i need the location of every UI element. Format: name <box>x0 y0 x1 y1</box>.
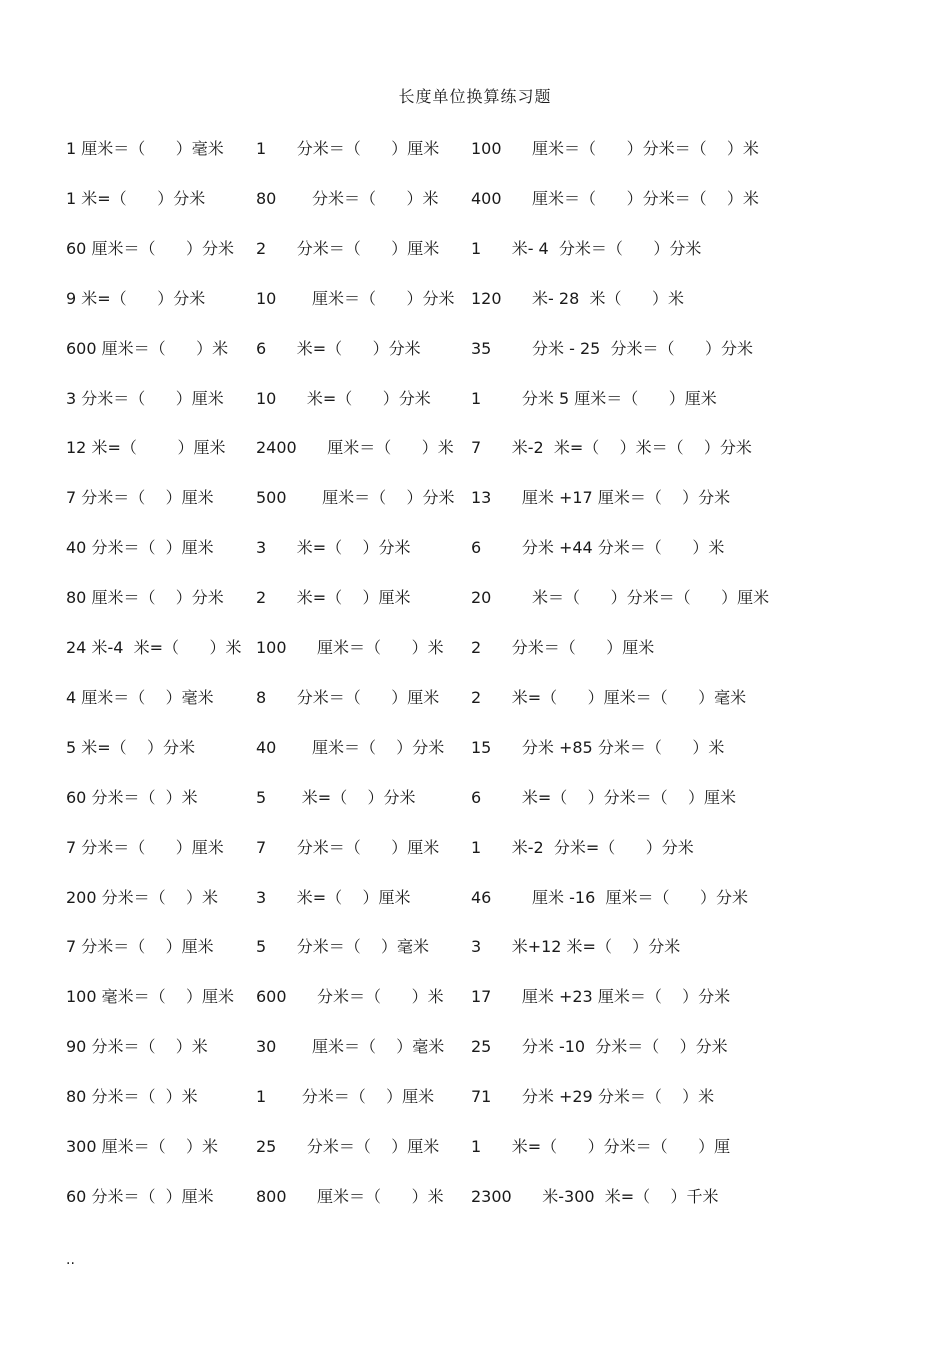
exercise-item: 120 米- 28 米（ ）米 <box>471 289 684 308</box>
exercise-item: 8 分米＝（ ）厘米 <box>256 688 440 707</box>
exercise-item: 60 厘米＝（ ）分米 <box>66 239 234 258</box>
exercise-row <box>0 885 950 909</box>
exercise-row <box>0 286 950 310</box>
exercise-item: 1 米=（ ）分米 <box>66 189 206 208</box>
exercise-item: 10 米=（ ）分米 <box>256 389 431 408</box>
exercise-item: 80 分米＝（ ）米 <box>66 1087 198 1106</box>
exercise-row <box>0 136 950 160</box>
exercise-item: 13 厘米 +17 厘米＝（ ）分米 <box>471 488 731 507</box>
exercise-item: 3 米+12 米=（ ）分米 <box>471 937 681 956</box>
exercise-item: 100 厘米＝（ ）分米＝（ ）米 <box>471 139 759 158</box>
exercise-item: 1 米- 4 分米＝（ ）分米 <box>471 239 702 258</box>
exercise-item: 71 分米 +29 分米＝（ ）米 <box>471 1087 715 1106</box>
exercise-row <box>0 435 950 459</box>
exercise-item: 46 厘米 -16 厘米＝（ ）分米 <box>471 888 748 907</box>
exercise-item: 25 分米＝（ ）厘米 <box>256 1137 440 1156</box>
exercise-item: 500 厘米＝（ ）分米 <box>256 488 455 507</box>
exercise-item: 3 米=（ ）厘米 <box>256 888 411 907</box>
exercise-item: 3 分米＝（ ）厘米 <box>66 389 224 408</box>
exercise-row <box>0 236 950 260</box>
exercise-item: 60 分米＝（ ）米 <box>66 788 198 807</box>
exercise-item: 7 分米＝（ ）厘米 <box>66 937 214 956</box>
exercise-item: 17 厘米 +23 厘米＝（ ）分米 <box>471 987 731 1006</box>
exercise-item: 80 厘米＝（ ）分米 <box>66 588 224 607</box>
exercise-item: 100 厘米＝（ ）米 <box>256 638 444 657</box>
exercise-row <box>0 1084 950 1108</box>
exercise-item: 600 分米＝（ ）米 <box>256 987 444 1006</box>
exercise-item: 1 米=（ ）分米＝（ ）厘 <box>471 1137 731 1156</box>
exercise-item: 1 分米＝（ ）厘米 <box>256 139 440 158</box>
exercise-item: 7 分米＝（ ）厘米 <box>66 488 214 507</box>
exercise-item: 400 厘米＝（ ）分米＝（ ）米 <box>471 189 759 208</box>
exercise-item: 30 厘米＝（ ）毫米 <box>256 1037 445 1056</box>
exercise-item: 35 分米 - 25 分米＝（ ）分米 <box>471 339 754 358</box>
exercise-row <box>0 386 950 410</box>
exercise-row <box>0 685 950 709</box>
exercise-row <box>0 535 950 559</box>
exercise-item: 40 厘米＝（ ）分米 <box>256 738 445 757</box>
exercise-item: 9 米=（ ）分米 <box>66 289 206 308</box>
exercise-row <box>0 934 950 958</box>
exercise-row <box>0 835 950 859</box>
exercise-item: 1 厘米＝（ ）毫米 <box>66 139 224 158</box>
exercise-item: 4 厘米＝（ ）毫米 <box>66 688 214 707</box>
exercise-item: 2 米=（ ）厘米＝（ ）毫米 <box>471 688 747 707</box>
exercise-item: 200 分米＝（ ）米 <box>66 888 218 907</box>
page-title: 长度单位换算练习题 <box>398 87 552 106</box>
exercise-row <box>0 585 950 609</box>
exercise-row <box>0 984 950 1008</box>
exercise-item: 7 分米＝（ ）厘米 <box>66 838 224 857</box>
exercise-item: 12 米=（ ）厘米 <box>66 438 226 457</box>
exercise-item: 7 分米＝（ ）厘米 <box>256 838 440 857</box>
exercise-row <box>0 1184 950 1208</box>
exercise-row <box>0 485 950 509</box>
footer-mark: .. <box>66 1252 75 1268</box>
exercise-item: 1 分米＝（ ）厘米 <box>256 1087 435 1106</box>
exercise-item: 40 分米＝（ ）厘米 <box>66 538 214 557</box>
exercise-item: 1 分米 5 厘米＝（ ）厘米 <box>471 389 717 408</box>
exercise-item: 25 分米 -10 分米＝（ ）分米 <box>471 1037 728 1056</box>
exercise-row <box>0 1034 950 1058</box>
exercise-row <box>0 735 950 759</box>
exercise-item: 5 分米＝（ ）毫米 <box>256 937 430 956</box>
exercise-item: 80 分米＝（ ）米 <box>256 189 439 208</box>
exercise-item: 1 米-2 分米=（ ）分米 <box>471 838 694 857</box>
exercise-item: 2 米=（ ）厘米 <box>256 588 411 607</box>
exercise-row <box>0 186 950 210</box>
exercise-row <box>0 1134 950 1158</box>
exercise-item: 300 厘米＝（ ）米 <box>66 1137 218 1156</box>
exercise-item: 800 厘米＝（ ）米 <box>256 1187 444 1206</box>
exercise-item: 6 米=（ ）分米 <box>256 339 421 358</box>
exercise-item: 60 分米＝（ ）厘米 <box>66 1187 214 1206</box>
exercise-item: 7 米-2 米=（ ）米＝（ ）分米 <box>471 438 752 457</box>
exercise-item: 24 米-4 米=（ ）米 <box>66 638 242 657</box>
exercise-item: 6 米=（ ）分米＝（ ）厘米 <box>471 788 736 807</box>
exercise-item: 100 毫米＝（ ）厘米 <box>66 987 234 1006</box>
exercise-item: 5 米=（ ）分米 <box>256 788 416 807</box>
exercise-item: 20 米＝（ ）分米＝（ ）厘米 <box>471 588 770 607</box>
exercise-item: 90 分米＝（ ）米 <box>66 1037 208 1056</box>
exercise-item: 15 分米 +85 分米＝（ ）米 <box>471 738 725 757</box>
exercise-row <box>0 785 950 809</box>
exercise-item: 2 分米＝（ ）厘米 <box>471 638 655 657</box>
exercise-item: 2300 米-300 米=（ ）千米 <box>471 1187 719 1206</box>
exercise-row <box>0 336 950 360</box>
exercise-item: 2 分米＝（ ）厘米 <box>256 239 440 258</box>
exercise-item: 3 米=（ ）分米 <box>256 538 411 557</box>
exercise-item: 10 厘米＝（ ）分米 <box>256 289 455 308</box>
exercise-item: 2400 厘米＝（ ）米 <box>256 438 454 457</box>
exercise-item: 6 分米 +44 分米＝（ ）米 <box>471 538 725 557</box>
exercise-item: 600 厘米＝（ ）米 <box>66 339 229 358</box>
exercise-row <box>0 635 950 659</box>
exercise-item: 5 米=（ ）分米 <box>66 738 196 757</box>
